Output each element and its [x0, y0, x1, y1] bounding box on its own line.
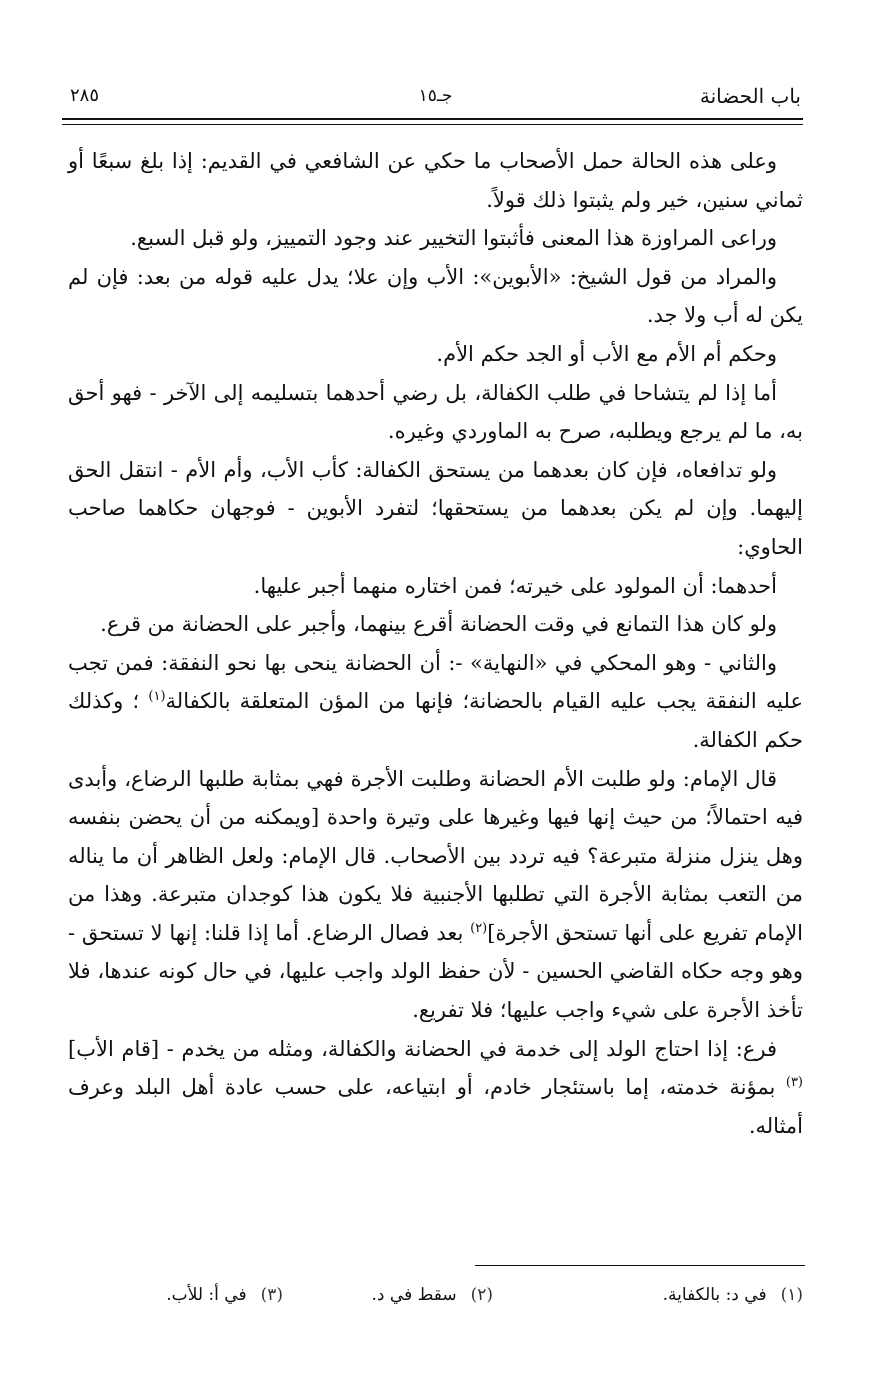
footnote	[372, 1280, 493, 1310]
paragraph-text: ؛ وكذلك حكم الكفالة.	[68, 689, 803, 752]
page-number: ٢٨٥	[70, 85, 100, 106]
paragraph-text: فرع: إذا احتاج الولد إلى خدمة في الحضانة والكفالة، ومثله من يخدم - [قام الأب]	[68, 1036, 777, 1061]
paragraph: أحدهما: أن المولود على خيرته؛ فمن اختاره منهما أجبر عليها.	[253, 573, 777, 598]
footnote-text: في أ: للأب.	[166, 1285, 247, 1305]
paragraph: وعلى هذه الحالة حمل الأصحاب ما حكي عن الشافعي في القديم: إذا بلغ سبعًا أو ثماني سنين، خير ولم يثبتوا ذلك قولاً.	[68, 149, 803, 212]
page-header	[70, 82, 801, 118]
footnote-number: (٢)	[470, 1285, 493, 1305]
footnote-number: (٣)	[260, 1285, 283, 1305]
paragraph	[68, 760, 803, 1030]
paragraph-text: والثاني - وهو المحكي في «النهاية» -: أن الحضانة ينحى بها نحو النفقة: فمن تجب عليه النفقة يجب عليه القيام بالحضانة؛ فإنها من المؤن المتعلقة بالكفالة	[68, 650, 804, 714]
header-rule-thick	[62, 118, 803, 120]
paragraph: وحكم أم الأم مع الأب أو الجد حكم الأم.	[436, 341, 777, 366]
paragraph	[68, 1030, 803, 1146]
paragraph: والمراد من قول الشيخ: «الأبوين»: الأب وإن علا؛ يدل عليه قوله من بعد: فإن لم يكن له أب ولا جد.	[68, 264, 803, 328]
paragraph: ولو تدافعاه، فإن كان بعدهما من يستحق الكفالة: كأب الأب، وأم الأم - انتقل الحق إليهما. وإن لم يكن بعدهما من يستحقها؛ لتفرد الأبوين - فوجهان حكاهما صاحب الحاوي:	[68, 457, 803, 559]
footnote-ref: (٣)	[785, 1075, 803, 1091]
header-rule-thin	[62, 124, 803, 125]
volume-number: جـ١٥	[418, 86, 453, 106]
paragraph: ولو كان هذا التمانع في وقت الحضانة أقرع بينهما، وأجبر على الحضانة من قرع.	[100, 612, 777, 637]
paragraph-text: بعد فصال الرضاع. أما إذا قلنا: إنها لا تستحق - وهو وجه حكاه القاضي الحسين - لأن حفظ الولد واجب عليها، في حال كونه عندها، فلا تأخذ الأجرة على شيء واجب عليها؛ فلا تفريع.	[68, 920, 803, 1023]
paragraph-text: بمؤنة خدمته، إما باستئجار خادم، أو ابتياعه، على حسب عادة أهل البلد وعرف أمثاله.	[68, 1075, 803, 1138]
footnote	[166, 1280, 283, 1310]
footnote	[663, 1280, 803, 1310]
footnote-separator	[475, 1265, 805, 1266]
paragraph	[68, 644, 803, 760]
paragraph-text: قال الإمام: ولو طلبت الأم الحضانة وطلبت الأجرة فهي بمثابة طلبها الرضاع، وأبدى فيه احتمالاً؛ من حيث إنها فيها وغيرها على وتيرة واحدة [ويمكنه من أن يحضن بنفسه وهل ينزل منزلة متبرعة؟ فيه تردد بين الأصحاب. قال الإمام: ولعل الظاهر أن ما يناله من التعب بمثابة الأجرة التي تطلبها الأجنبية فلا يكون هذا كوجدان متبرعة. وهذا من الإمام تفريع على أنها تستحق الأجرة]	[68, 766, 804, 945]
footnotes	[60, 1280, 803, 1310]
footnote-text: في د: بالكفاية.	[662, 1285, 767, 1305]
footnote-number: (١)	[780, 1285, 803, 1305]
paragraph: أما إذا لم يتشاحا في طلب الكفالة، بل رضي أحدهما بتسليمه إلى الآخر - فهو أحق به، ما لم يرجع ويطلبه، صرح به الماوردي وغيره.	[68, 380, 803, 444]
main-text	[68, 142, 803, 1145]
chapter-title: باب الحضانة	[699, 84, 801, 108]
footnote-text: سقط في د.	[371, 1285, 457, 1305]
footnote-ref: (١)	[148, 689, 166, 705]
paragraph: وراعى المراوزة هذا المعنى فأثبتوا التخيير عند وجود التمييز، ولو قبل السبع.	[130, 226, 777, 251]
footnote-ref: (٢)	[470, 920, 488, 936]
